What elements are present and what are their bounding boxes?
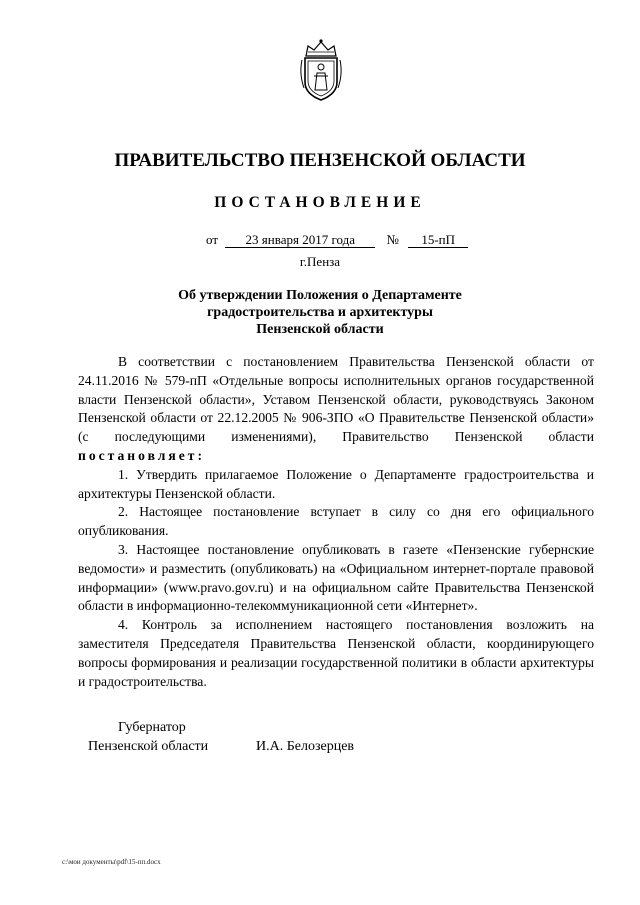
date-number-line: [206, 232, 468, 248]
city: г.Пенза: [299, 254, 341, 269]
file-path: c:\мои документы\pdf\15-пп.docx: [62, 858, 161, 866]
signatory-name: И.А. Белозерцев: [256, 739, 355, 754]
signatory-position-line-2: Пензенской области: [88, 739, 209, 754]
signatory-position-line-1: Губернатор: [118, 720, 186, 735]
subject-line-2: градостроительства и архитектуры: [207, 305, 433, 320]
subject-line-3: Пензенской области: [256, 322, 384, 337]
clause-3: 3. Настоящее постановление опубликовать в газете «Пензенские губернские ведомости» и разместить (опубликовать) на «Официальном интернет-портале правовой информации» (www.pravo.gov.ru) и на официальном сайте Правительства Пензенской области в информационно-телекоммуникационной сети «Интернет».: [78, 541, 594, 614]
government-title: ПРАВИТЕЛЬСТВО ПЕНЗЕНСКОЙ ОБЛАСТИ: [114, 150, 526, 171]
preamble-paragraph: В соответствии с постановлением Правительства Пензенской области от 24.11.2016 № 579-пП «Отдельные вопросы исполнительных органов государственной власти Пензенской области», Уставом Пензенской области, руководствуясь Законом Пензенской области от 22.12.2005 № 906-ЗПО «О Правительстве Пензенской области» (с последующими изменениями), Правительство Пензенской области постановляет:: [78, 354, 594, 463]
document-subject: [0, 287, 640, 338]
document-type: ПОСТАНОВЛЕНИЕ: [214, 194, 426, 211]
document-date: 23 января 2017 года: [225, 233, 375, 248]
date-prefix: от: [206, 232, 219, 247]
number-sign: №: [386, 232, 399, 247]
subject-line-1: Об утверждении Положения о Департаменте: [178, 288, 462, 303]
document-number: 15-пП: [408, 233, 468, 248]
resolves-word: постановляет:: [78, 447, 205, 463]
clause-2: 2. Настоящее постановление вступает в силу со дня его официального опубликования.: [78, 504, 594, 539]
coat-of-arms-icon: [296, 38, 346, 102]
clause-4: 4. Контроль за исполнением настоящего постановления возложить на заместителя Председателя Правительства Пензенской области, координирующего вопросы формирования и реализации государственной политики в области архитектуры и градостроительства.: [78, 617, 594, 689]
document-body: [78, 353, 594, 691]
clause-1: 1. Утвердить прилагаемое Положение о Департаменте градостроительства и архитектуры Пензенской области.: [78, 466, 594, 501]
